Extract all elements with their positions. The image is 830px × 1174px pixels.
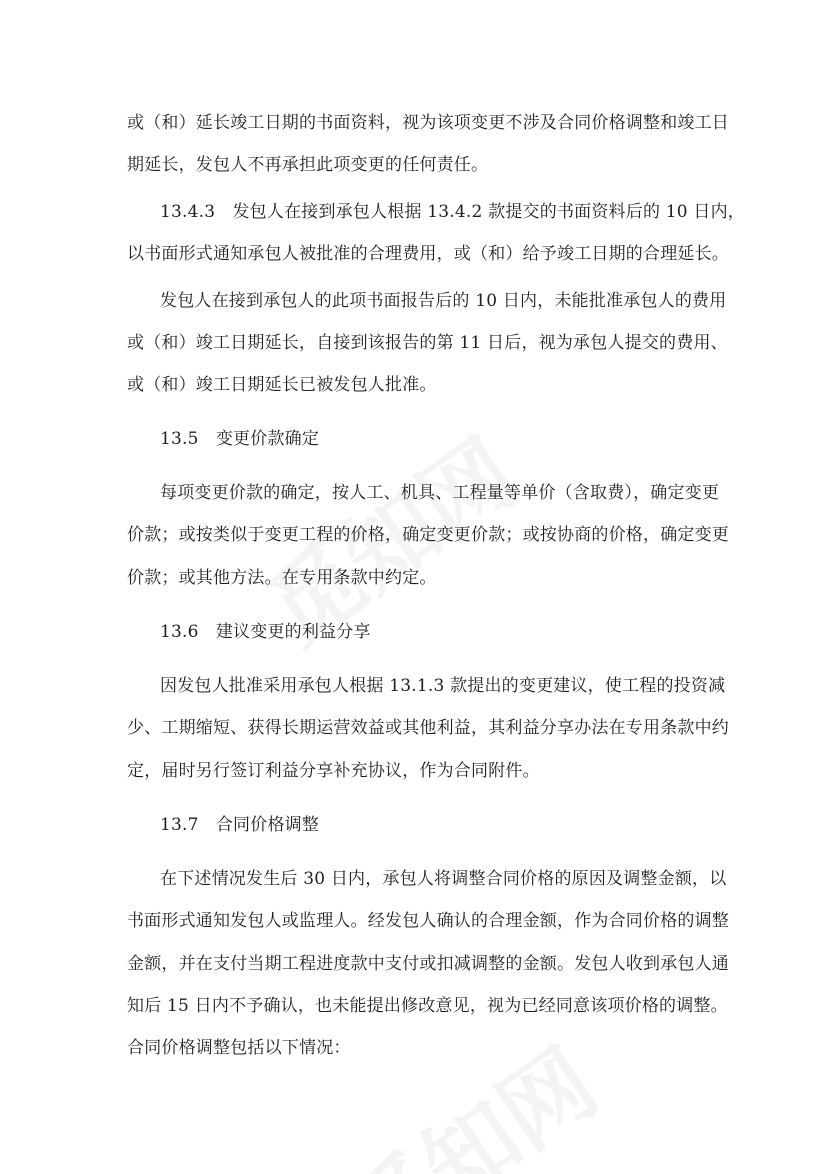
paragraph-line: 定，届时另行签订利益分享补充协议，作为合同附件。 <box>127 761 540 781</box>
paragraph-line: 书面形式通知发包人或监理人。经发包人确认的合理金额，作为合同价格的调整 <box>127 911 729 931</box>
watermark <box>317 1013 619 1174</box>
paragraph-line: 每项变更价款的确定，按人工、机具、工程量等单价（含取费），确定变更 <box>160 483 720 503</box>
section-heading-13-5: 13.5 变更价款确定 <box>160 429 320 449</box>
paragraph-line: 或（和）竣工日期延长已被发包人批准。 <box>127 375 437 395</box>
section-heading-13-7: 13.7 合同价格调整 <box>160 815 320 835</box>
paragraph-line: 价款；或按类似于变更工程的价格，确定变更价款；或按协商的价格，确定变更 <box>127 525 729 545</box>
paragraph-line: 价款；或其他方法。在专用条款中约定。 <box>127 568 437 588</box>
paragraph-line: 或（和）竣工日期延长，自接到该报告的第 11 日后，视为承包人提交的费用、 <box>127 333 728 353</box>
paragraph-line: 少、工期缩短、获得长期运营效益或其他利益，其利益分享办法在专用条款中约 <box>127 718 729 738</box>
paragraph-line: 期延长，发包人不再承担此项变更的任何责任。 <box>127 155 489 175</box>
paragraph-line: 因发包人批准采用承包人根据 13.1.3 款提出的变更建议，使工程的投资减 <box>160 676 726 696</box>
paragraph-line: 或（和）延长竣工日期的书面资料，视为该项变更不涉及合同价格调整和竣工日 <box>127 113 729 133</box>
paragraph-line: 发包人在接到承包人的此项书面报告后的 10 日内，未能批准承包人的费用 <box>160 291 727 311</box>
paragraph-line: 在下述情况发生后 30 日内，承包人将调整合同价格的原因及调整金额，以 <box>160 869 727 889</box>
section-heading-13-6: 13.6 建议变更的利益分享 <box>160 622 371 642</box>
paragraph-line: 知后 15 日内不予确认，也未能提出修改意见，视为已经同意该项价格的调整。 <box>127 996 728 1016</box>
clause-13-4-3: 13.4.3 发包人在接到承包人根据 13.4.2 款提交的书面资料后的 10 日内， <box>160 202 745 222</box>
paragraph-line: 金额，并在支付当期工程进度款中支付或扣减调整的金额。发包人收到承包人通 <box>127 954 729 974</box>
paragraph-line: 合同价格调整包括以下情况： <box>127 1038 351 1058</box>
paragraph-line: 以书面形式通知承包人被批准的合理费用，或（和）给予竣工日期的合理延长。 <box>127 244 729 264</box>
